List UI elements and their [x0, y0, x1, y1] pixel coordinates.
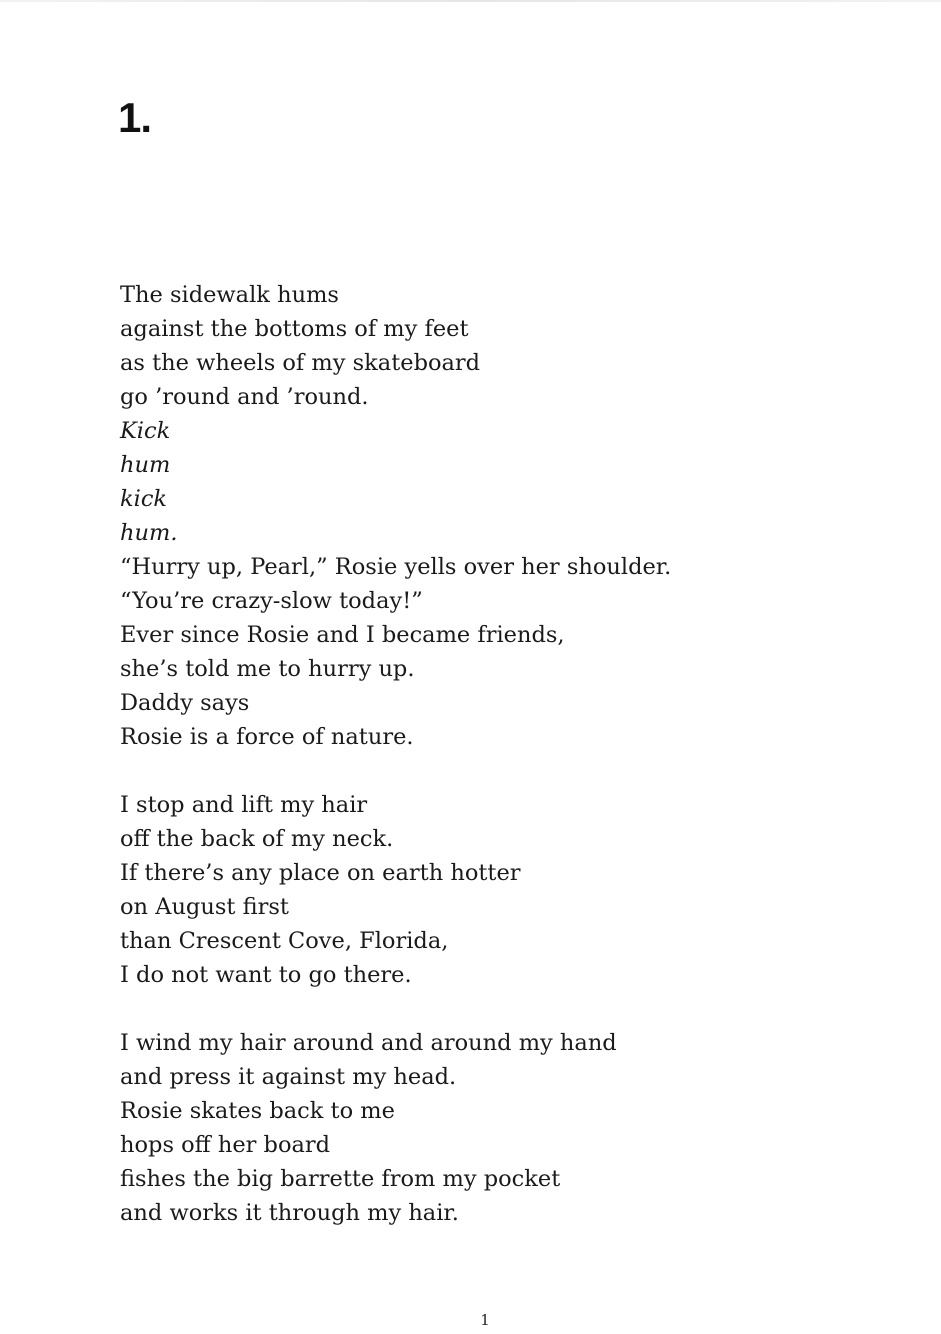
poem-line: against the bottoms of my feet — [120, 316, 469, 342]
poem-line: fishes the big barrette from my pocket — [120, 1166, 561, 1192]
poem-line: hum. — [120, 520, 178, 546]
stanza — [120, 788, 880, 992]
page-number: 1 — [480, 1311, 490, 1329]
poem-line: as the wheels of my skateboard — [120, 350, 481, 376]
poem-line: I do not want to go there. — [120, 962, 412, 988]
poem-line: than Crescent Cove, Florida, — [120, 928, 449, 954]
poem-line: I wind my hair around and around my hand — [120, 1030, 617, 1056]
poem-line: Daddy says — [120, 690, 250, 716]
poem-line: If there’s any place on earth hotter — [120, 860, 521, 886]
poem-line: Rosie is a force of nature. — [120, 724, 414, 750]
poem-line: Rosie skates back to me — [120, 1098, 395, 1124]
stanza — [120, 1026, 880, 1230]
poem-line: The sidewalk hums — [120, 282, 339, 308]
poem-line: “You’re crazy-slow today!” — [120, 588, 423, 614]
poem-line: hum — [120, 452, 171, 478]
chapter-number: 1. — [118, 94, 152, 141]
poem-line: go ’round and ’round. — [120, 384, 369, 410]
poem-line: and works it through my hair. — [120, 1200, 459, 1226]
poem-line: Kick — [120, 418, 171, 444]
stanza — [120, 278, 880, 754]
poem-line: kick — [120, 486, 168, 512]
poem-line: Ever since Rosie and I became friends, — [120, 622, 565, 648]
poem-line: and press it against my head. — [120, 1064, 457, 1090]
poem-line: I stop and lift my hair — [120, 792, 368, 818]
poem-line: hops off her board — [120, 1132, 331, 1158]
poem-line: she’s told me to hurry up. — [120, 656, 415, 682]
poem-line: on August first — [120, 894, 289, 920]
poem-line: “Hurry up, Pearl,” Rosie yells over her shoulder. — [120, 554, 672, 580]
poem-body — [120, 278, 880, 1230]
poem-line: off the back of my neck. — [120, 826, 394, 852]
top-edge-divider — [0, 0, 941, 2]
